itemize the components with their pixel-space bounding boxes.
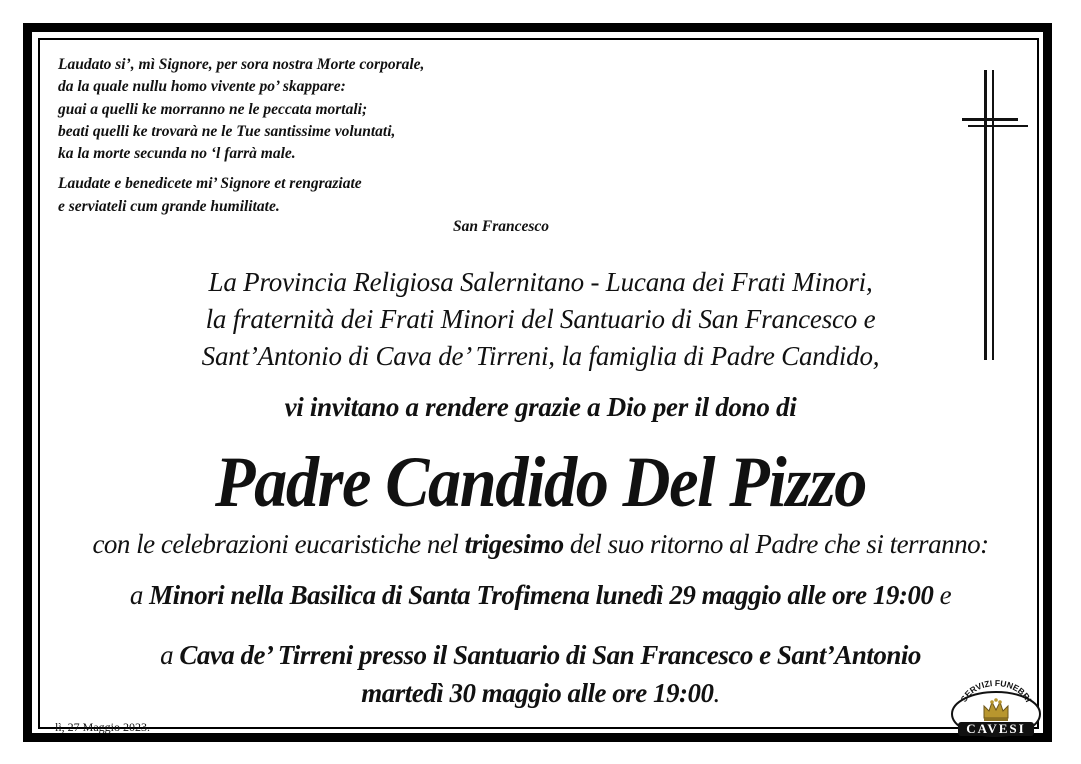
minori-prefix: a — [129, 580, 150, 610]
poem-line: e serviateli cum grande humilitate. — [58, 197, 280, 215]
celebrations-text-end: del suo ritorno al Padre che si terranno: — [563, 529, 989, 559]
cava-prefix: a — [160, 640, 180, 670]
cava-datetime: martedì 30 maggio alle ore 19:00 — [361, 678, 714, 708]
minori-details: Minori nella Basilica di Santa Trofimena lunedì 29 maggio alle ore 19:00 — [149, 580, 934, 610]
funeral-service-logo — [948, 680, 1044, 738]
announcer-line: Sant’Antonio di Cava de’ Tirreni, la famiglia di Padre Candido, — [201, 341, 880, 371]
quote-author: San Francesco — [453, 218, 550, 235]
cava-details: Cava de’ Tirreni presso il Santuario di San Francesco e Sant’Antonio — [179, 640, 921, 670]
poem-line: Laudato si’, mì Signore, per sora nostra Morte corporale, — [58, 56, 425, 73]
poem-line: beati quelli ke trovarà ne le Tue santissime voluntati, — [58, 122, 396, 140]
poem-line: ka la morte secunda no ‘l farrà male. — [58, 145, 296, 163]
poem-line: Laudate e benedicete mi’ Signore et rengraziate — [58, 175, 362, 193]
announcer-line: la fraternità dei Frati Minori del Santuario di San Francesco e — [205, 304, 876, 334]
announcers — [40, 264, 1041, 375]
minori-suffix: e — [933, 580, 952, 610]
logo-top-text: SERVIZI FUNEBRI — [958, 680, 1034, 704]
cava-line-2 — [40, 674, 1041, 712]
celebrations-line — [40, 529, 1041, 560]
logo-main-text: CAVESI — [966, 721, 1026, 736]
deceased-name: Padre Candido Del Pizzo — [215, 442, 866, 522]
invitation-line: vi invitano a rendere grazie a Dio per il dono di — [284, 392, 797, 422]
inner-border — [38, 38, 1039, 736]
canticle-quote — [58, 54, 424, 218]
poem-line: da la quale nullu homo vivente po’ skappare: — [58, 78, 346, 96]
logo-graphic — [948, 680, 1044, 738]
outer-border — [23, 23, 1052, 742]
cava-service — [40, 636, 1041, 712]
celebrations-emphasis: trigesimo — [464, 529, 564, 559]
minori-service — [40, 580, 1041, 611]
poem-line: guai a quelli ke morranno ne le peccata mortali; — [58, 100, 368, 118]
announcer-line: La Provincia Religiosa Salernitano - Lucana dei Frati Minori, — [208, 267, 873, 297]
cava-suffix: . — [713, 678, 720, 708]
cava-line-1 — [40, 636, 1041, 674]
notice-date: lì, 27 Maggio 2023. — [55, 720, 150, 734]
celebrations-text: con le celebrazioni eucaristiche nel — [92, 529, 465, 559]
